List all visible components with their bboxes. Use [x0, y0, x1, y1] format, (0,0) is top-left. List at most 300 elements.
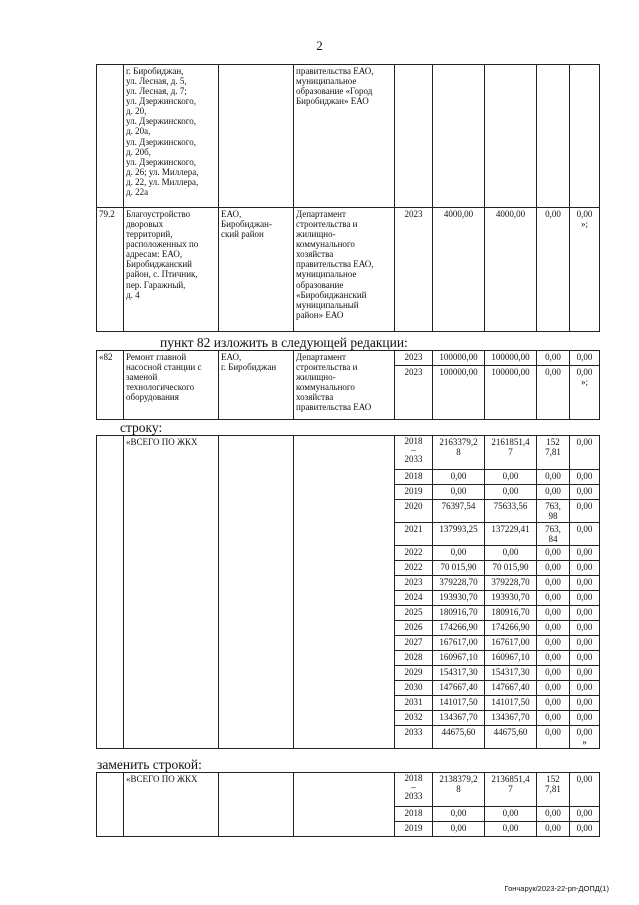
text-line: муниципальный	[296, 299, 359, 310]
text-line: хозяйства	[296, 249, 334, 260]
value-2-cell	[537, 591, 570, 606]
text-line: 167617,00	[491, 637, 530, 648]
value-1-cell	[485, 681, 537, 696]
text-line: 44675,60	[493, 727, 528, 738]
text-line: 0,00	[576, 667, 593, 678]
value-3-cell	[570, 773, 600, 807]
item-year: 2023	[395, 366, 433, 420]
text-line: 0,00	[576, 352, 593, 362]
text-line: д. 22, ул. Миллера,	[126, 176, 199, 187]
value-2-cell	[537, 651, 570, 666]
value-1-cell	[485, 591, 537, 606]
table-totals-new	[96, 772, 600, 837]
value-3-cell	[570, 666, 600, 681]
text-line: 8	[456, 784, 461, 795]
total-cell	[433, 576, 485, 591]
text-line: 0,00	[545, 823, 561, 833]
value-1-cell	[485, 621, 537, 636]
year-cell	[395, 561, 433, 576]
text-line: жилищно-	[296, 372, 336, 383]
total-cell	[433, 591, 485, 606]
text-line: 0,00	[576, 209, 593, 219]
item-name	[124, 208, 219, 332]
text-line: 193930,70	[439, 592, 478, 603]
text-line: адресам: ЕАО,	[126, 249, 183, 260]
value-2-cell	[537, 621, 570, 636]
text-line: коммунального	[296, 382, 355, 393]
item-total: 100000,00	[433, 366, 485, 420]
item-department	[294, 351, 395, 420]
item-number: 79.2	[97, 208, 124, 332]
text-line: ЕАО,	[221, 209, 242, 219]
value-3-cell	[570, 681, 600, 696]
text-line: Благоустройство	[126, 209, 191, 219]
text-line: ул. Дзержинского,	[126, 156, 196, 167]
text-line: ул. Лесная, д. 5,	[126, 76, 187, 87]
total-cell	[433, 470, 485, 485]
value-1-cell	[485, 606, 537, 621]
value-3-cell	[570, 576, 600, 591]
text-line: д. 20,	[126, 106, 147, 117]
text-line: 2163379,2	[439, 437, 478, 447]
total-cell	[433, 636, 485, 651]
text-line: 2031	[404, 697, 423, 708]
text-line: образование «Город	[296, 86, 373, 97]
instruction-heading-1: пункт 82 изложить в следующей редакции:	[160, 335, 408, 350]
text-line: технологического	[126, 382, 195, 393]
text-line: 0,00	[576, 697, 593, 708]
text-line: жилищно-	[296, 229, 336, 240]
text-line: 0,00	[545, 727, 561, 738]
item-place	[219, 351, 294, 420]
address-cell	[124, 65, 219, 208]
value-1-cell	[485, 711, 537, 726]
text-line: 2018	[404, 436, 423, 446]
value-1-cell	[485, 546, 537, 561]
text-line: 152	[546, 437, 560, 447]
text-line: д. 20б,	[126, 146, 151, 157]
text-line: 0,00	[450, 471, 467, 481]
year-cell	[395, 636, 433, 651]
value-3-cell	[570, 606, 600, 621]
total-label: «ВСЕГО ПО ЖКХ	[124, 773, 219, 837]
text-line: 0,00	[576, 524, 593, 535]
text-line: 0,00	[576, 682, 593, 693]
text-line: 84	[548, 534, 558, 545]
text-line: 2030	[404, 682, 423, 693]
text-line: ский район	[221, 229, 264, 240]
text-line: 141017,50	[439, 697, 478, 708]
text-line: 2018	[404, 471, 423, 481]
text-line: 0,00	[545, 682, 561, 693]
value-3-cell	[570, 807, 600, 822]
total-cell	[433, 773, 485, 807]
total-cell	[433, 651, 485, 666]
year-cell	[395, 606, 433, 621]
text-line: 160967,10	[491, 652, 530, 663]
total-cell	[433, 807, 485, 822]
text-line: образование	[296, 279, 344, 290]
item-department	[294, 208, 395, 332]
table-totals-old	[96, 435, 600, 749]
item-number: «82	[97, 351, 124, 420]
text-line: 0,00	[545, 808, 561, 818]
text-line: 0,00	[545, 547, 561, 558]
text-line: 0,00	[545, 652, 561, 663]
year-cell	[395, 807, 433, 822]
text-line: 0,00	[545, 592, 561, 603]
table-row	[97, 773, 600, 807]
value-2-cell	[537, 696, 570, 711]
value-2-cell	[537, 636, 570, 651]
table-row	[97, 65, 600, 208]
footer-code: Гончарук/2023-22-рп-ДОПД(1)	[504, 884, 609, 893]
value-1-cell	[485, 696, 537, 711]
value-2-cell	[537, 470, 570, 485]
year-cell	[395, 651, 433, 666]
value-1-cell	[485, 523, 537, 546]
instruction-heading-2: строку:	[120, 420, 163, 435]
text-line: ЕАО,	[221, 352, 242, 362]
item-value-1: 100000,00	[485, 351, 537, 366]
text-line: 7,81	[545, 447, 561, 458]
text-line: 147667,40	[491, 682, 530, 693]
text-line: 154317,30	[491, 667, 530, 678]
item-value-2: 0,00	[537, 351, 570, 366]
text-line: 2027	[404, 637, 423, 648]
text-line: 137993,25	[439, 524, 478, 535]
text-line: 0,00	[502, 486, 519, 496]
value-2-cell	[537, 711, 570, 726]
total-cell	[433, 711, 485, 726]
text-line: район, с. Птичник,	[126, 269, 198, 280]
text-line: 0,00	[545, 577, 561, 588]
text-line: »	[582, 737, 587, 748]
text-line: 2026	[404, 622, 423, 633]
year-cell	[395, 470, 433, 485]
text-line: 2033	[404, 791, 423, 801]
text-line: коммунального	[296, 239, 355, 250]
text-line: 76397,54	[441, 501, 476, 511]
text-line: 763,	[545, 524, 561, 535]
text-line: 174266,90	[491, 622, 530, 633]
text-line: 152	[546, 774, 560, 784]
text-line: заменой	[126, 372, 158, 383]
value-2-cell	[537, 807, 570, 822]
text-line: 2019	[404, 823, 423, 833]
text-line: Ремонт главной	[126, 352, 187, 362]
total-cell	[433, 726, 485, 749]
text-line: 379228,70	[491, 577, 530, 588]
text-line: Департамент	[296, 209, 346, 219]
text-line: 2022	[404, 547, 423, 558]
text-line: правительства ЕАО,	[296, 66, 374, 76]
text-line: »;	[580, 219, 588, 230]
text-line: 763,	[545, 501, 561, 511]
text-line: 2021	[404, 524, 423, 535]
text-line: 0,00	[576, 808, 593, 818]
value-3-cell	[570, 485, 600, 500]
text-line: строительства и	[296, 219, 358, 230]
text-line: 0,00	[502, 823, 519, 833]
value-3-cell	[570, 636, 600, 651]
text-line: муниципальное	[296, 269, 357, 280]
value-2-cell	[537, 523, 570, 546]
value-1-cell	[485, 576, 537, 591]
text-line: 2161851,4	[491, 437, 530, 447]
text-line: 44675,60	[441, 727, 476, 738]
table-row	[97, 208, 600, 332]
year-cell	[395, 711, 433, 726]
text-line: 2022	[404, 562, 423, 573]
value-2-cell	[537, 576, 570, 591]
text-line: 0,00	[450, 808, 467, 818]
value-3-cell	[570, 591, 600, 606]
text-line: 2019	[404, 486, 423, 496]
text-line: 0,00	[576, 547, 593, 558]
text-line: 0,00	[576, 652, 593, 663]
text-line: 137229,41	[491, 524, 530, 535]
table-row	[97, 351, 600, 366]
text-line: 141017,50	[491, 697, 530, 708]
text-line: расположенных по	[126, 239, 199, 250]
text-line: насосной станции с	[126, 362, 202, 373]
text-line: 70 015,90	[492, 562, 529, 573]
text-line: 70 015,90	[440, 562, 477, 573]
text-line: 0,00	[545, 637, 561, 648]
text-line: 0,00	[450, 486, 467, 496]
text-line: 0,00	[576, 486, 593, 496]
text-line: ул. Лесная, д. 7;	[126, 86, 187, 97]
year-cell	[395, 500, 433, 523]
total-cell	[433, 500, 485, 523]
value-2-cell	[537, 485, 570, 500]
text-line: Биробиджанский	[126, 259, 192, 270]
text-line: 2024	[404, 592, 423, 603]
year-cell	[395, 681, 433, 696]
text-line: »;	[580, 377, 588, 388]
text-line: 0,00	[545, 486, 561, 496]
text-line: г. Биробиджан,	[126, 66, 184, 76]
value-2-cell	[537, 436, 570, 470]
text-line: 2018	[404, 808, 423, 818]
item-value-2: 0,00	[537, 208, 570, 332]
item-total: 100000,00	[433, 351, 485, 366]
text-line: 0,00	[545, 622, 561, 633]
year-cell	[395, 546, 433, 561]
text-line: 174266,90	[439, 622, 478, 633]
text-line: 0,00	[576, 727, 593, 738]
value-2-cell	[537, 561, 570, 576]
text-line: «Биробиджанский	[296, 289, 367, 300]
value-1-cell	[485, 470, 537, 485]
value-2-cell	[537, 822, 570, 837]
text-line: 0,00	[576, 712, 593, 723]
value-3-cell	[570, 726, 600, 749]
value-1-cell	[485, 500, 537, 523]
text-line: строительства и	[296, 362, 358, 373]
item-value-1: 4000,00	[485, 208, 537, 332]
text-line: 134367,70	[491, 712, 530, 723]
text-line: Департамент	[296, 352, 346, 362]
item-place	[219, 208, 294, 332]
text-line: 0,00	[545, 667, 561, 678]
text-line: 0,00	[576, 367, 593, 377]
total-cell	[433, 621, 485, 636]
value-1-cell	[485, 666, 537, 681]
text-line: оборудования	[126, 392, 179, 403]
text-line: 0,00	[576, 562, 593, 573]
item-year: 2023	[395, 351, 433, 366]
value-3-cell	[570, 436, 600, 470]
year-cell	[395, 621, 433, 636]
text-line: 0,00	[545, 471, 561, 481]
total-cell	[433, 681, 485, 696]
text-line: 2029	[404, 667, 423, 678]
text-line: 0,00	[576, 823, 593, 833]
text-line: ул. Дзержинского,	[126, 116, 196, 127]
text-line: 0,00	[576, 501, 593, 511]
item-value-3	[570, 208, 600, 332]
year-cell	[395, 485, 433, 500]
text-line: район» ЕАО	[296, 309, 344, 320]
text-line: территорий,	[126, 229, 173, 240]
text-line: –	[411, 782, 416, 792]
text-line: 2033	[404, 454, 423, 464]
value-1-cell	[485, 822, 537, 837]
year-cell	[395, 696, 433, 711]
department-cell	[294, 65, 395, 208]
value-1-cell	[485, 436, 537, 470]
text-line: хозяйства	[296, 392, 334, 403]
item-name	[124, 351, 219, 420]
value-2-cell	[537, 773, 570, 807]
text-line: 134367,70	[439, 712, 478, 723]
item-value-3	[570, 351, 600, 366]
value-2-cell	[537, 546, 570, 561]
year-cell	[395, 666, 433, 681]
value-3-cell	[570, 621, 600, 636]
value-3-cell	[570, 523, 600, 546]
text-line: 2018	[404, 773, 423, 783]
table-continuation	[96, 64, 600, 332]
value-3-cell	[570, 500, 600, 523]
text-line: 2020	[404, 501, 423, 511]
text-line: 2033	[404, 727, 423, 738]
instruction-heading-3: заменить строкой:	[97, 757, 202, 772]
value-1-cell	[485, 636, 537, 651]
text-line: д. 26; ул. Миллера,	[126, 166, 199, 177]
item-value-3	[570, 366, 600, 420]
text-line: 0,00	[450, 823, 467, 833]
text-line: 0,00	[576, 471, 593, 481]
total-cell	[433, 606, 485, 621]
value-3-cell	[570, 470, 600, 485]
value-2-cell	[537, 500, 570, 523]
text-line: 180916,70	[491, 607, 530, 618]
text-line: муниципальное	[296, 76, 357, 87]
value-1-cell	[485, 807, 537, 822]
text-line: 0,00	[576, 592, 593, 603]
text-line: 7	[508, 447, 513, 458]
value-3-cell	[570, 822, 600, 837]
value-1-cell	[485, 726, 537, 749]
text-line: д. 22а	[126, 186, 149, 197]
total-cell	[433, 546, 485, 561]
text-line: 0,00	[576, 622, 593, 633]
text-line: д. 20а,	[126, 126, 151, 137]
year-cell	[395, 726, 433, 749]
total-cell	[433, 822, 485, 837]
year-cell	[395, 576, 433, 591]
total-cell	[433, 696, 485, 711]
text-line: 98	[548, 511, 558, 522]
item-value-2: 0,00	[537, 366, 570, 420]
text-line: 193930,70	[491, 592, 530, 603]
text-line: правительства ЕАО,	[296, 259, 374, 270]
value-2-cell	[537, 666, 570, 681]
text-line: 147667,40	[439, 682, 478, 693]
value-1-cell	[485, 561, 537, 576]
total-cell	[433, 561, 485, 576]
text-line: 2032	[404, 712, 423, 723]
text-line: ул. Дзержинского,	[126, 136, 196, 147]
text-line: 2023	[404, 577, 423, 588]
text-line: г. Биробиджан	[221, 362, 277, 373]
year-cell	[395, 436, 433, 470]
text-line: –	[411, 445, 416, 455]
text-line: 2028	[404, 652, 423, 663]
text-line: 0,00	[576, 774, 593, 784]
item-total: 4000,00	[433, 208, 485, 332]
text-line: 2136851,4	[491, 774, 530, 784]
text-line: 7,81	[545, 784, 561, 795]
value-3-cell	[570, 696, 600, 711]
text-line: 0,00	[502, 471, 519, 481]
text-line: 0,00	[545, 712, 561, 723]
item-value-1: 100000,00	[485, 366, 537, 420]
year-cell	[395, 773, 433, 807]
text-line: 0,00	[450, 547, 467, 558]
table-row	[97, 436, 600, 470]
text-line: 154317,30	[439, 667, 478, 678]
text-line: 0,00	[576, 577, 593, 588]
text-line: Биробиджан» ЕАО	[296, 96, 369, 107]
text-line: 8	[456, 447, 461, 458]
value-1-cell	[485, 651, 537, 666]
total-cell	[433, 485, 485, 500]
text-line: дворовых	[126, 219, 164, 230]
text-line: ул. Дзержинского,	[126, 96, 196, 107]
text-line: 0,00	[545, 562, 561, 573]
text-line: 0,00	[545, 697, 561, 708]
text-line: Биробиджан-	[221, 219, 272, 230]
text-line: 0,00	[502, 547, 519, 558]
year-cell	[395, 822, 433, 837]
value-2-cell	[537, 606, 570, 621]
text-line: 180916,70	[439, 607, 478, 618]
total-label: «ВСЕГО ПО ЖКХ	[124, 436, 219, 749]
value-2-cell	[537, 681, 570, 696]
text-line: 379228,70	[439, 577, 478, 588]
text-line: 0,00	[502, 808, 519, 818]
text-line: правительства ЕАО	[296, 402, 372, 413]
year-cell	[395, 523, 433, 546]
value-3-cell	[570, 711, 600, 726]
text-line: 2138379,2	[439, 774, 478, 784]
text-line: 75633,56	[493, 501, 528, 511]
text-line: 7	[508, 784, 513, 795]
